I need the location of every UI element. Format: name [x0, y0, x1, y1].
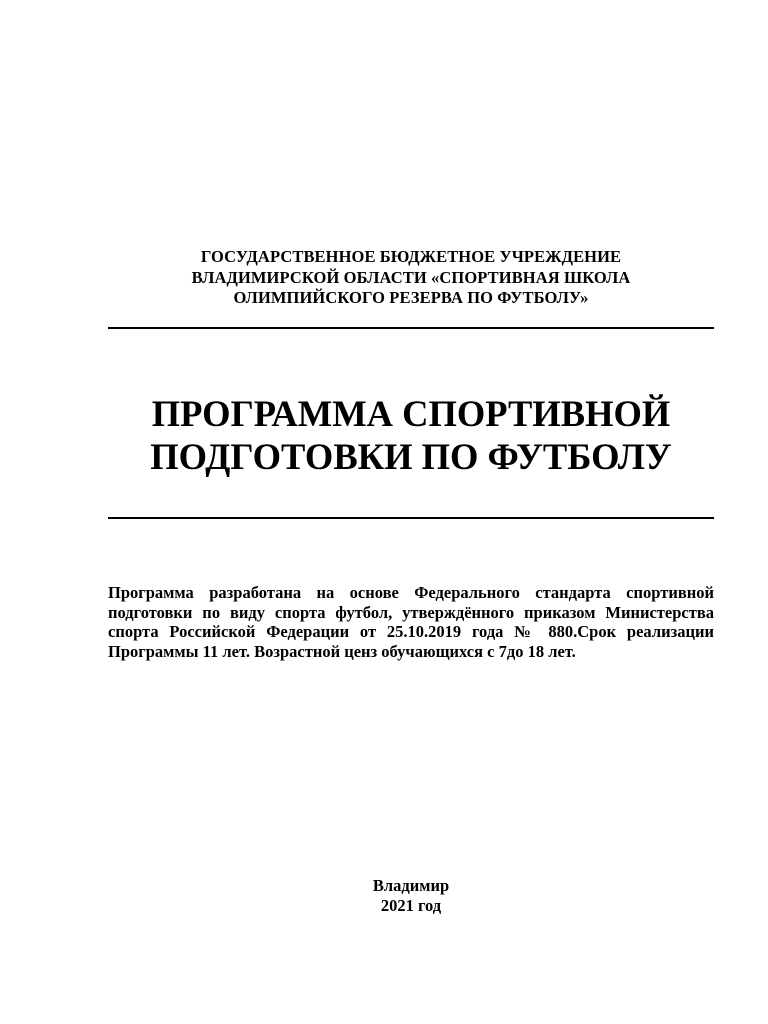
description-line-2: подготовки по виду спорта футбол, утверждённого приказом Министерства	[108, 602, 714, 622]
footer-year: 2021 год	[380, 895, 442, 915]
program-description	[108, 583, 714, 661]
organization-line-1: ГОСУДАРСТВЕННОЕ БЮДЖЕТНОЕ УЧРЕЖДЕНИЕ	[200, 247, 622, 266]
organization-line-3: ОЛИМПИЙСКОГО РЕЗЕРВА ПО ФУТБОЛУ»	[233, 288, 589, 307]
title-line-2: ПОДГОТОВКИ ПО ФУТБОЛУ	[150, 436, 672, 477]
footer-city: Владимир	[372, 876, 450, 895]
document-footer	[108, 876, 714, 915]
description-line-3: спорта Российской Федерации от 25.10.2019 года № 880.Срок реализации	[108, 622, 714, 642]
top-divider	[108, 327, 714, 329]
title-line-1: ПРОГРАММА СПОРТИВНОЙ	[151, 393, 671, 434]
organization-header	[108, 247, 714, 309]
description-line-1: Программа разработана на основе Федерального стандарта спортивной	[108, 583, 714, 602]
bottom-divider	[108, 517, 714, 519]
organization-line-2: ВЛАДИМИРСКОЙ ОБЛАСТИ «СПОРТИВНАЯ ШКОЛА	[191, 267, 631, 287]
document-title	[108, 392, 714, 478]
description-line-4: Программы 11 лет. Возрастной ценз обучающихся с 7до 18 лет.	[108, 641, 576, 661]
